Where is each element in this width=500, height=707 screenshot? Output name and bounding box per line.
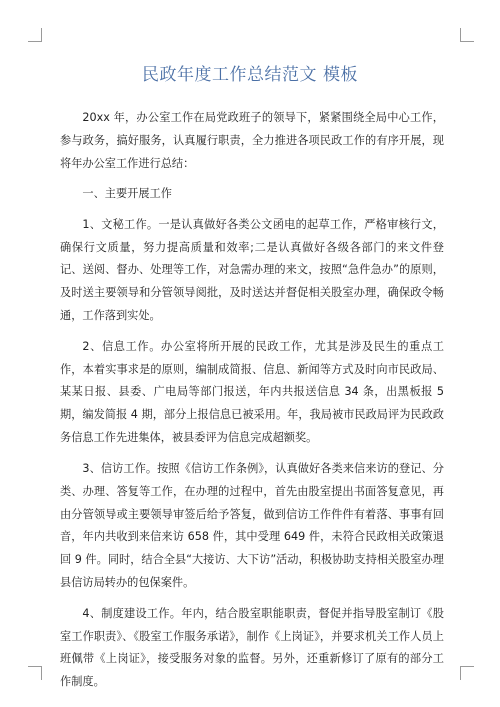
document-title: 民政年度工作总结范文 模板 (142, 65, 358, 85)
paragraph-petition: 3、信访工作。按照《信访工作条例》，认真做好各类来信来访的登记、分类、办理、答复等工作，在办理的过程中，首先由股室提出书面答复意见，再由分管领导或主要领导审签后给予答复，做到信访工作件件有着落、事事有回音，年内共收到来信来访 658 件，其中受理 649 件，未符合民政相关政策退回 9 件。同时，结合全县“大接访、大下访”活动，积极协助支持相关股室办理县信访局转办的包保案件。 (60, 461, 444, 590)
paragraph-secretarial: 1、文秘工作。一是认真做好各类公文函电的起草工作，严格审核行文，确保行文质量，努力提高质量和效率;二是认真做好各级各部门的来文件登记、送阅、督办、处理等工作，对急需办理的来文，按照“急件急办”的原则，及时送主要领导和分管领导阅批，及时送达并督促相关股室办理，确保政令畅通，工作落到实处。 (60, 217, 444, 323)
crop-mark-bottom-right (460, 666, 474, 680)
section-heading: 一、主要开展工作 (82, 187, 172, 201)
crop-mark-bottom-left (28, 666, 42, 680)
paragraph-intro: 20xx 年，办公室工作在局党政班子的领导下，紧紧围绕全局中心工作，参与政务，搞好服务，认真履行职责，全力推进各项民政工作的有序开展，现将年办公室工作进行总结： (60, 111, 444, 170)
paragraph-system-building: 4、制度建设工作。年内，结合股室职能职责，督促并指导股室制订《股室工作职责》、《股室工作服务承诺》，制作《上岗证》，并要求机关工作人员上班佩带《上岗证》，接受服务对象的监督。另外，还重新修订了原有的部分工作制度。 (60, 606, 444, 689)
document-body (60, 107, 444, 702)
crop-mark-top-right (460, 28, 474, 42)
paragraph-information: 2、信息工作。办公室将所开展的民政工作，尤其是涉及民生的重点工作，本着实事求是的原则，编制成简报、信息、新闻等方式及时向市民政局、某某日报、县委、广电局等部门报送，年内共报送信息 34 条，出黑板报 5 期，编发简报 4 期，部分上报信息已被采用。年，我局被市民政局评为民政政务信息工作先进集体，被县委评为信息完成超额奖。 (60, 339, 444, 445)
crop-mark-top-left (28, 28, 42, 42)
